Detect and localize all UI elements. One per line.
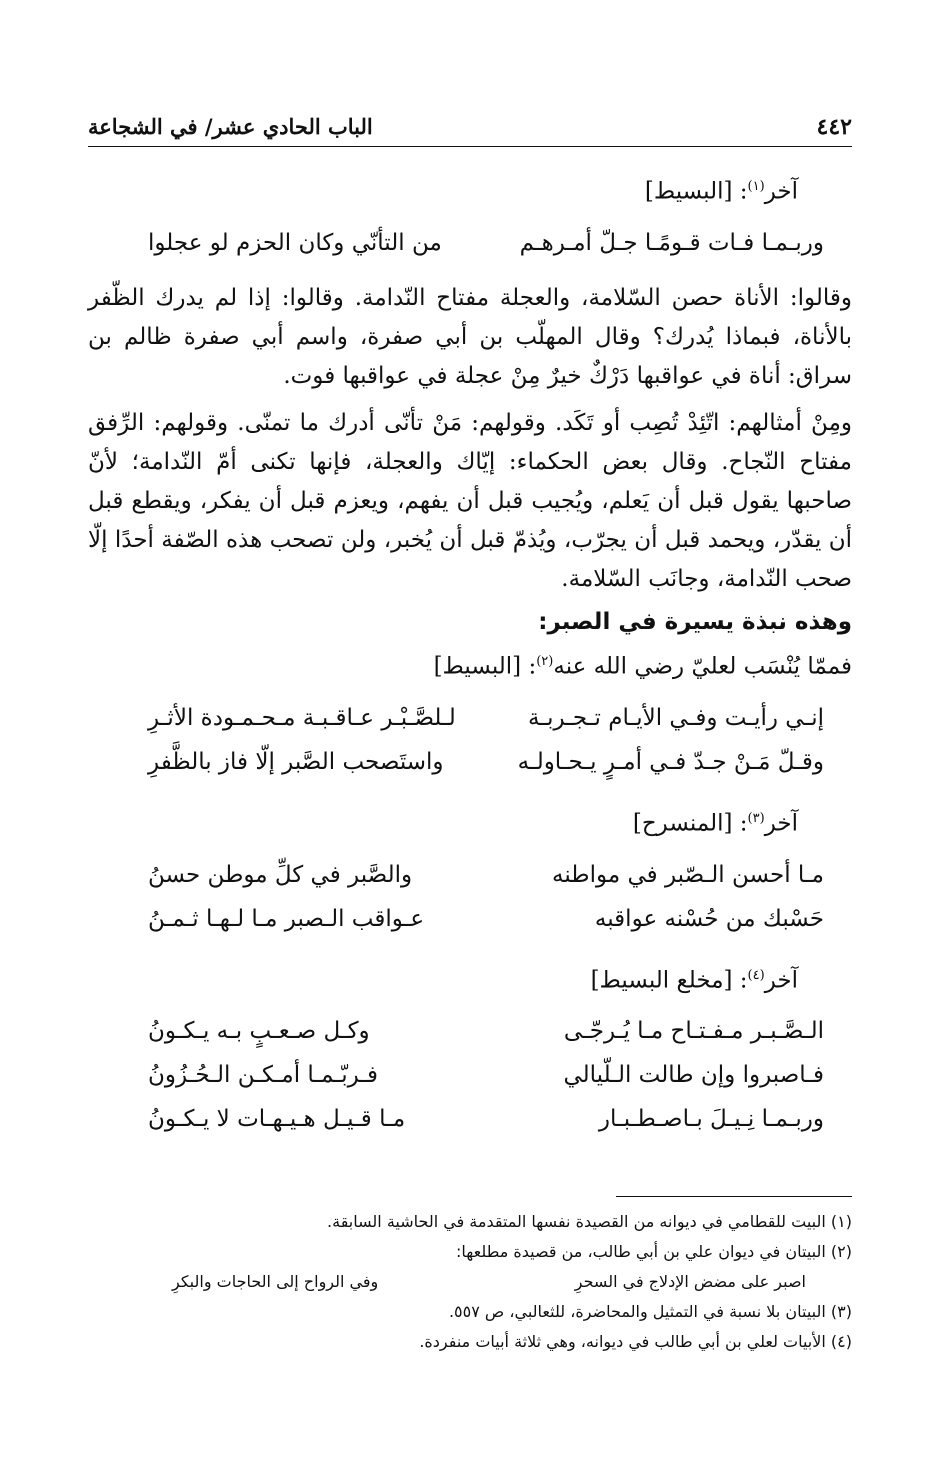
verse-second-hemistich: والصَّبر في كلِّ موطن حسنُ <box>148 861 413 888</box>
footnotes <box>88 1196 852 1357</box>
poem-1 <box>88 221 852 265</box>
verse <box>88 1009 852 1053</box>
paragraph: وقالوا: الأناة حصن السّلامة، والعجلة مفتاح النّدامة. وقالوا: إذا لم يدرك الظّفر بالأناة، فبماذا يُدرك؟ وقال المهلّب بن أبي صفرة، واسم أبي صفرة ظالم بن سراق: أناة في عواقبها دَرْكٌ خيرٌ مِنْ عجلة في عواقبها فوت. <box>88 284 852 389</box>
verse-second-hemistich: لـلصَّـبْـر عـاقـبـة مـحـمـودة الأثـرِ <box>148 705 456 732</box>
footnote-divider <box>616 1196 852 1197</box>
footnote-ref: (٣) <box>747 811 765 827</box>
verse-first-hemistich: الـصَّـبـر مـفـتـاح مـا يُـرجّـى <box>563 1018 824 1045</box>
footnote-ref: (٢) <box>536 654 554 670</box>
chapter-title: الباب الحادي عشر/ في الشجاعة <box>88 114 373 139</box>
verse <box>88 853 852 897</box>
meter-name: : [المنسرح] <box>632 810 748 837</box>
verse-second-hemistich: فـربّـمـا أمـكـن الـحُـزُونُ <box>148 1062 379 1089</box>
paragraph: ومِنْ أمثالهم: اتّئِدْ تُصِب أو تَكَد. وقولهم: مَنْ تأنّى أدرك ما تمنّى. وقولهم: الرِّفق مفتاح النّجاح. وقال بعض الحكماء: إيّاك والعجلة، فإنها تكنى أمّ النّدامة؛ لأنّ صاحبها يقول قبل أن يَعلم، ويُجيب قبل أن يفهم، ويعزم قبل أن يفكر، ويقطع قبل أن يقدّر، ويحمد قبل أن يجرّب، ويُذمّ قبل أن يُخبر، ولن تصحب هذه الصّفة أحدًا إلّا صحب النّدامة، وجانَب السّلامة. <box>88 409 852 593</box>
footnote-ref: (١) <box>747 179 765 194</box>
meter-name: : [البسيط] <box>644 178 748 205</box>
poet-label: فممّا يُنْسَب لعليّ رضي الله عنه <box>553 654 852 681</box>
verse-first-hemistich: وقـلّ مَـنْ جـدّ فـي أمـرٍ يـحـاولـه <box>517 749 824 776</box>
verse-first-hemistich: اصبر على مضض الإدلاج في السحرِ <box>574 1272 806 1291</box>
verse-second-hemistich: واستَصحب الصَّبر إلّا فاز بالظَّفرِ <box>148 749 444 776</box>
verse-first-hemistich: إنـي رأيـت وفـي الأيـام تـجـربـة <box>528 705 824 732</box>
verse-first-hemistich: حَسْبك من حُسْنه عواقبه <box>594 905 824 932</box>
verse-first-hemistich: مـا أحسن الـصّبر في مواطنه <box>552 861 824 888</box>
footnote-3: (٣) البيتان بلا نسبة في التمثيل والمحاضرة، للثعالبي، ص ٥٥٧. <box>448 1302 852 1321</box>
verse <box>88 221 852 265</box>
footnote-ref: (٤) <box>747 967 765 983</box>
page-number: ٤٤٢ <box>816 114 852 140</box>
poem-intro-4 <box>88 955 852 1002</box>
verse <box>88 897 852 941</box>
footnote-verse <box>88 1267 852 1297</box>
verse <box>88 696 852 740</box>
poem-3 <box>88 853 852 941</box>
verse-second-hemistich: وكـل صـعـبٍ بـه يـكـونُ <box>148 1018 370 1045</box>
verse <box>88 740 852 784</box>
meter-name: : [مخلع البسيط] <box>590 967 748 994</box>
verse <box>88 1097 852 1141</box>
poem-intro-3 <box>88 798 852 845</box>
main-text <box>88 160 852 1155</box>
verse-first-hemistich: وربـمـا نِـيـلَ بـاصـطـبـار <box>598 1106 824 1133</box>
poet-label: آخر <box>764 810 798 837</box>
poem-4 <box>88 1009 852 1141</box>
verse-first-hemistich: فـاصبروا وإن طالت الـلّيالي <box>563 1062 824 1089</box>
verse-second-hemistich: عـواقب الـصبر مـا لـهـا ثـمـنُ <box>148 905 425 932</box>
verse <box>88 1053 852 1097</box>
footnote-4: (٤) الأبيات لعلي بن أبي طالب في ديوانه، وهي ثلاثة أبيات منفردة. <box>419 1332 852 1351</box>
poet-label: آخر <box>764 178 798 205</box>
poem-2 <box>88 696 852 784</box>
verse-second-hemistich: من التأنّي وكان الحزم لو عجلوا <box>148 229 442 256</box>
poet-label: آخر <box>764 967 798 994</box>
footnote-1: (١) البيت للقطامي في ديوانه من القصيدة نفسها المتقدمة في الحاشية السابقة. <box>327 1212 852 1231</box>
meter-name: : [البسيط] <box>433 654 537 681</box>
footnote-2: (٢) البيتان في ديوان علي بن أبي طالب، من قصيدة مطلعها: <box>455 1242 852 1261</box>
section-heading: وهذه نبذة يسيرة في الصبر: <box>538 609 852 636</box>
verse-first-hemistich: وربـمـا فـات قـومًـا جـلّ أمـرهـم <box>519 229 824 256</box>
poem-intro-2 <box>88 641 852 688</box>
verse-second-hemistich: مـا قـيـل هـيـهـات لا يـكـونُ <box>148 1106 406 1133</box>
running-header <box>88 112 852 147</box>
verse-second-hemistich: وفي الرواح إلى الحاجات والبكرِ <box>172 1272 379 1291</box>
poem-intro-1 <box>88 166 852 213</box>
